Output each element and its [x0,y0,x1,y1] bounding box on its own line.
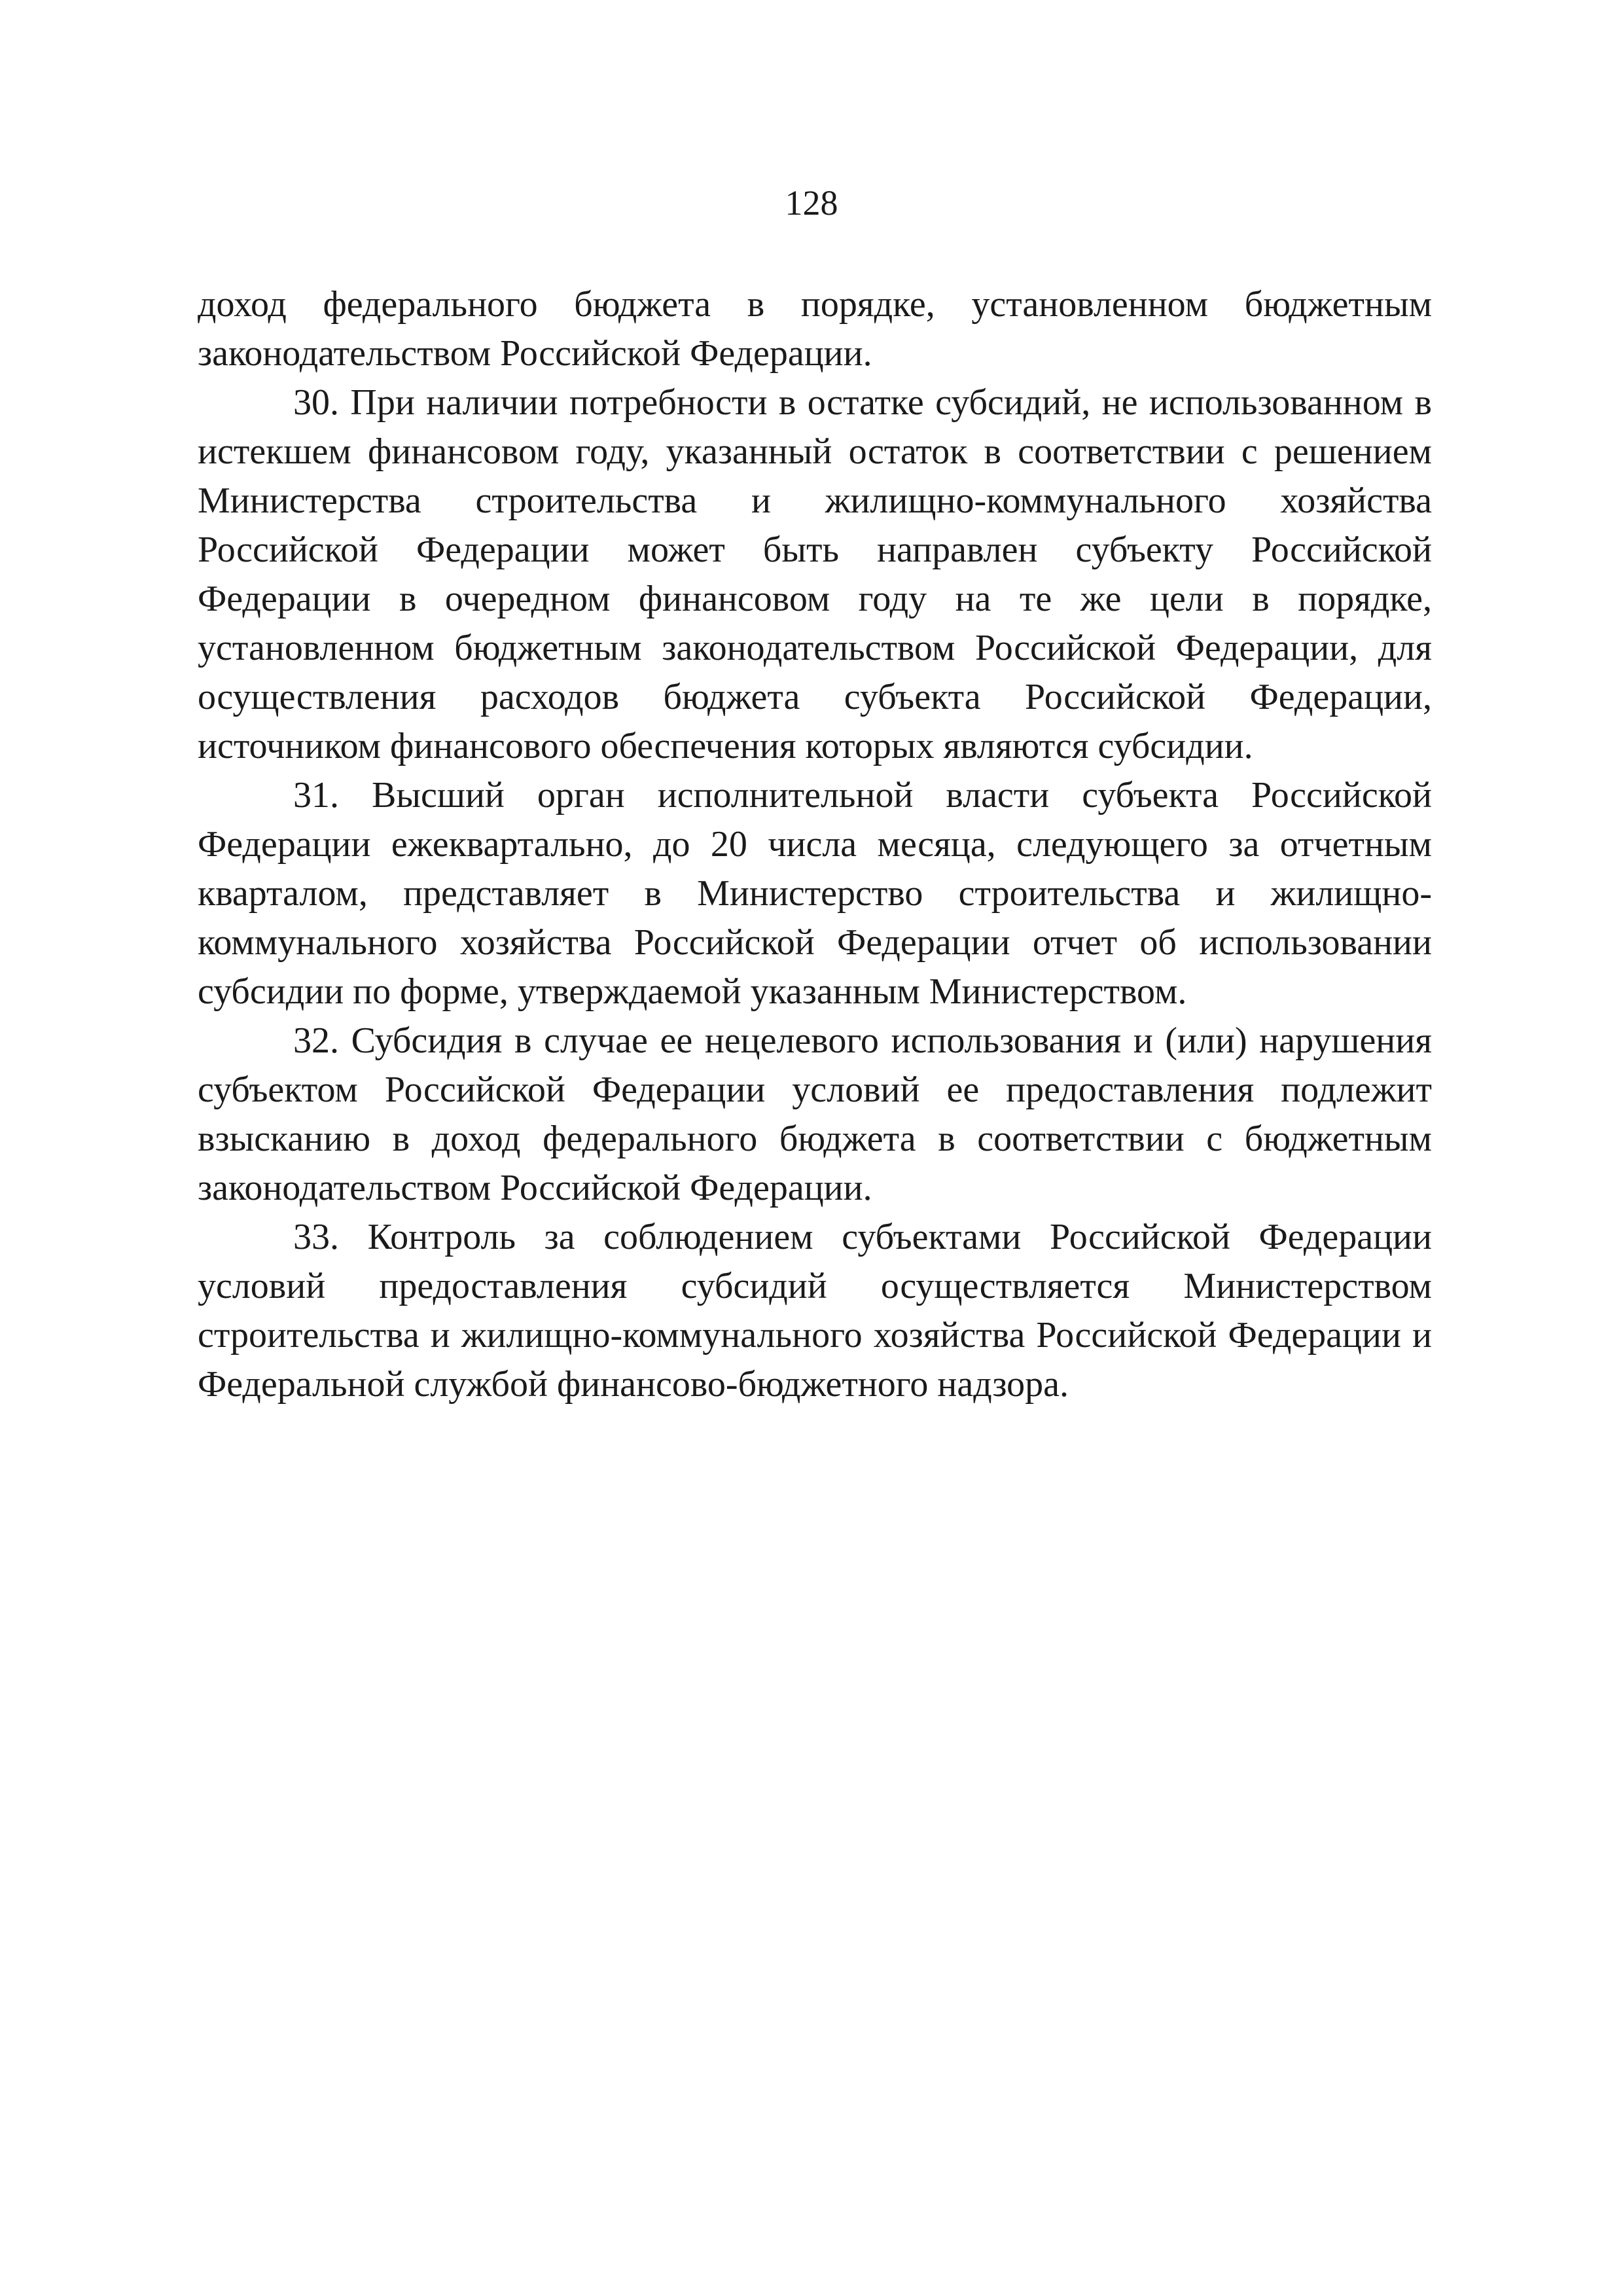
page-number: 128 [785,183,838,223]
paragraph-32: 32. Субсидия в случае ее нецелевого использования и (или) нарушения субъектом Российской Федерации условий ее предоставления подлежит взысканию в доход федерального бюджета в соответствии с бюджетным законодательством Российской Федерации. [198,1020,1432,1208]
paragraph-31: 31. Высший орган исполнительной власти субъекта Российской Федерации ежеквартально, до 20 числа месяца, следующего за отчетным кварталом, представляет в Министерство строительства и жилищно-коммунального хозяйства Российской Федерации отчет об использовании субсидии по форме, утверждаемой указанным Министерством. [198,775,1432,1012]
paragraph-33: 33. Контроль за соблюдением субъектами Российской Федерации условий предоставления субсидий осуществляется Министерством строительства и жилищно-коммунального хозяйства Российской Федерации и Федеральной службой финансово-бюджетного надзора. [198,1217,1432,1405]
document-body [198,280,1432,1409]
paragraph-30: 30. При наличии потребности в остатке субсидий, не использованном в истекшем финансовом году, указанный остаток в соответствии с решением Министерства строительства и жилищно-коммунального хозяйства Российской Федерации может быть направлен субъекту Российской Федерации в очередном финансовом году на те же цели в порядке, установленном бюджетным законодательством Российской Федерации, для осуществления расходов бюджета субъекта Российской Федерации, источником финансового обеспечения которых являются субсидии. [198,382,1432,766]
paragraph-continuation: доход федерального бюджета в порядке, установленном бюджетным законодательством Российской Федерации. [198,284,1432,374]
